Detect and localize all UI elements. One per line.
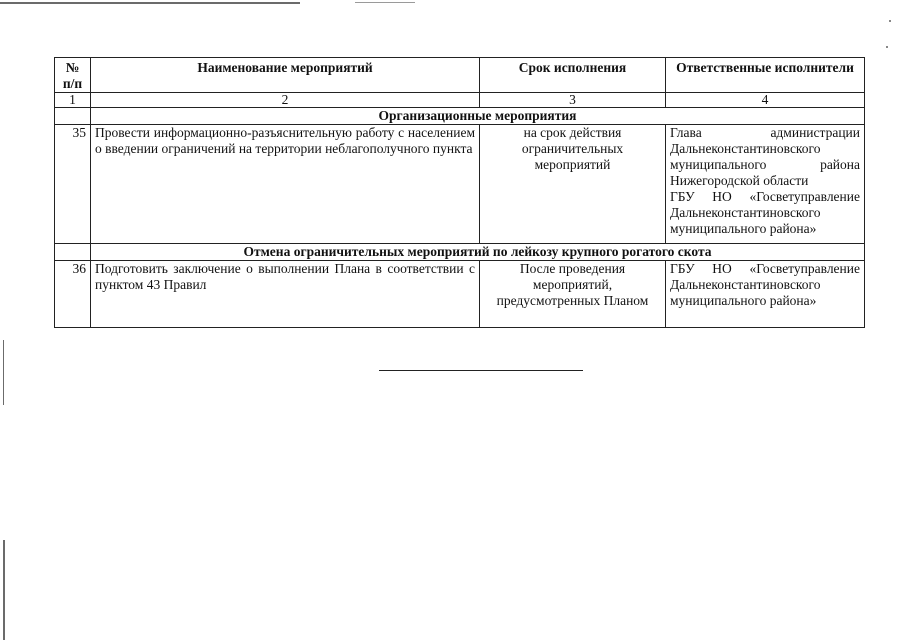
row-responsible bbox=[666, 125, 865, 244]
header-resp: Ответственные исполнители bbox=[666, 58, 865, 93]
row-name: Подготовить заключение о выполнении Плана в соответствии с пунктом 43 Правил bbox=[91, 261, 480, 328]
section-row bbox=[55, 108, 865, 125]
scan-speck bbox=[886, 46, 888, 48]
plan-table bbox=[54, 57, 865, 328]
header-name: Наименование мероприятий bbox=[91, 58, 480, 93]
section-num-cell bbox=[55, 244, 91, 261]
section-title: Организационные мероприятия bbox=[91, 108, 865, 125]
table-row bbox=[55, 261, 865, 328]
col-number: 2 bbox=[91, 93, 480, 108]
header-term: Срок исполнения bbox=[480, 58, 666, 93]
scan-speck bbox=[889, 20, 891, 22]
col-number: 1 bbox=[55, 93, 91, 108]
header-num: № п/п bbox=[55, 58, 91, 93]
scan-edge-line-left-2 bbox=[3, 540, 5, 640]
scan-edge-line-top bbox=[0, 2, 300, 4]
scan-edge-line-left-1 bbox=[3, 340, 4, 405]
responsible-entry: ГБУ НО «Госветуправление Дальнеконстантиновского муниципального района» bbox=[670, 261, 860, 308]
column-number-row bbox=[55, 93, 865, 108]
row-number: 36 bbox=[55, 261, 91, 328]
row-name: Провести информационно-разъяснительную работу с населением о введении ограничений на территории неблагополучного пункта bbox=[91, 125, 480, 244]
row-term: на срок действия ограничительных мероприятий bbox=[480, 125, 666, 244]
responsible-entry: ГБУ НО «Госветуправление Дальнеконстантиновского муниципального района» bbox=[670, 189, 860, 236]
closing-separator-line bbox=[379, 370, 583, 371]
scan-edge-line-top-right bbox=[355, 2, 415, 3]
table-row bbox=[55, 125, 865, 244]
section-num-cell bbox=[55, 108, 91, 125]
section-title: Отмена ограничительных мероприятий по лейкозу крупного рогатого скота bbox=[91, 244, 865, 261]
responsible-entry: Глава администрации Дальнеконстантиновского муниципального района Нижегородской области bbox=[670, 125, 860, 188]
section-row bbox=[55, 244, 865, 261]
row-number: 35 bbox=[55, 125, 91, 244]
row-term: После проведения мероприятий, предусмотренных Планом bbox=[480, 261, 666, 328]
row-responsible bbox=[666, 261, 865, 328]
col-number: 4 bbox=[666, 93, 865, 108]
table-header-row bbox=[55, 58, 865, 93]
col-number: 3 bbox=[480, 93, 666, 108]
